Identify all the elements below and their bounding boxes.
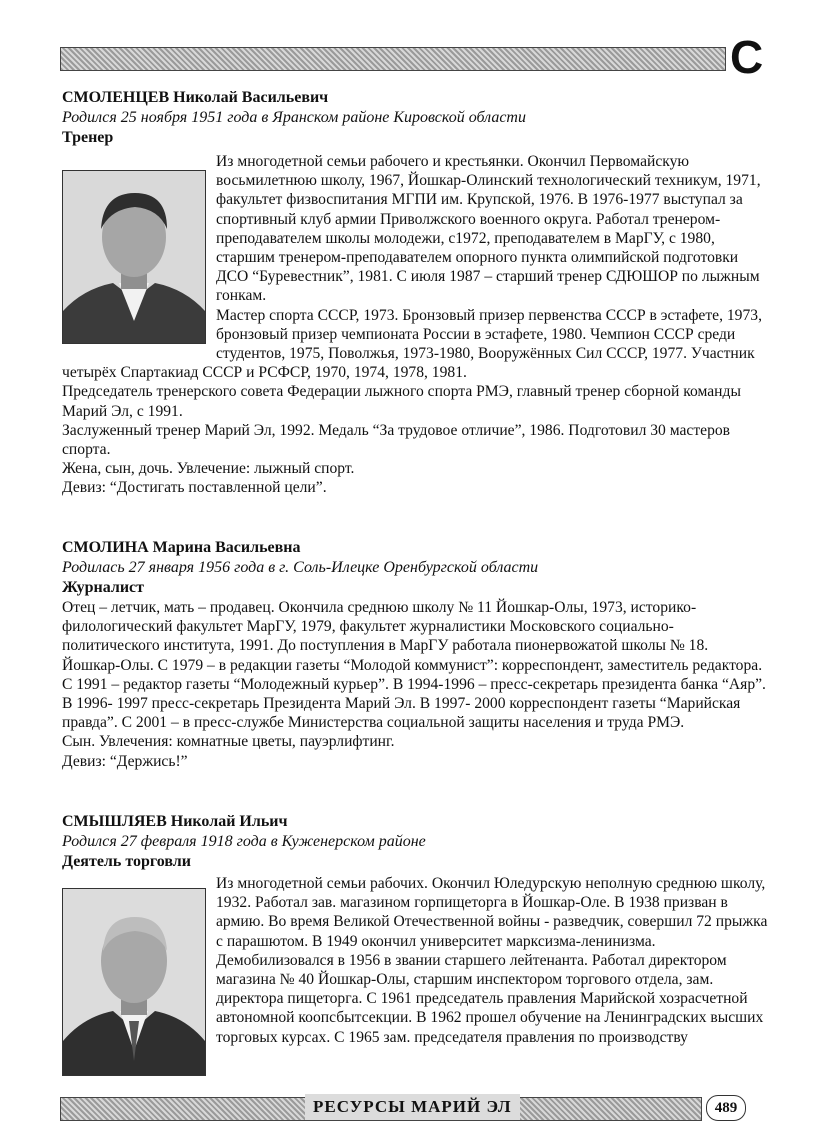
portrait-man-icon — [63, 171, 205, 343]
entry-birth: Родился 25 ноября 1951 года в Яранском районе Кировской области — [62, 109, 526, 126]
entry-paragraph: Из многодетной семьи рабочего и крестьянки. Окончил Первомайскую восьмилетнюю школу, 1967, Йошкар-Олинский технологический техникум, 1971, факультет физвоспитания МГПИ им. Крупской, 1976. В 1976-1977 выступал за спортивный клуб армии Приволжского военного округа. Работал тренером-преподавателем школы молодежи, с1972, преподавателем в МарГУ, с 1980, старшим тренером-преподавателем опорного пункта олимпийской подготовки ДСО “Буревестник”, 1981. С июля 1987 – старший тренер СДЮШОР по лыжным гонкам. — [216, 153, 761, 305]
footer-title: РЕСУРСЫ МАРИЙ ЭЛ — [305, 1094, 520, 1120]
entry-smolentsev — [62, 88, 768, 498]
entry-role: Деятель торговли — [62, 853, 191, 870]
entry-paragraph: Мастер спорта СССР, 1973. Бронзовый призер первенства СССР в эстафете, 1973, бронзовый призер чемпионата России в эстафете, 1980. Чемпион СССР среди студентов, 1975, Поволжья, 1973-1980, Вооружённых Сил СССР, 1977. Участник четырёх Спартакиад СССР и РСФСР, 1970, 1974, 1978, 1981. — [62, 306, 762, 382]
portrait-photo — [62, 888, 206, 1076]
entry-paragraph: Девиз: “Держись!” — [62, 752, 188, 770]
entry-name: СМОЛЕНЦЕВ Николай Васильевич — [62, 89, 329, 106]
entry-name: СМЫШЛЯЕВ Николай Ильич — [62, 813, 288, 830]
entry-paragraph: Заслуженный тренер Марий Эл, 1992. Медаль “За трудовое отличие”, 1986. Подготовил 30 мастеров спорта. — [62, 421, 731, 459]
page-number: 489 — [706, 1095, 746, 1121]
entry-paragraph: Девиз: “Достигать поставленной цели”. — [62, 479, 327, 497]
entry-role: Тренер — [62, 129, 114, 146]
entry-birth: Родился 27 февраля 1918 года в Куженерском районе — [62, 833, 426, 850]
entry-smolina — [62, 538, 768, 771]
portrait-man-icon — [63, 889, 205, 1075]
entry-paragraph: Из многодетной семьи рабочих. Окончил Юледурскую неполную среднюю школу, 1932. Работал зав. магазином горпищеторга в Йошкар-Оле. В 1938 призван в армию. Во время Великой Отечественной войны - разведчик, совершил 72 прыжка с парашютом. В 1949 окончил университет марксизма-ленинизма. Демобилизовался в 1956 в звании старшего лейтенанта. Работал директором магазина № 40 Йошкар-Олы, старшим инспектором торгового отдела, зам. директора пищеторга. С 1961 председатель правления Марийской хозрасчетной автономной коопсбытсекции. В 1962 прошел обучение на Ленинградских высших торговых курсах. С 1965 зам. председателя правления по производству — [216, 875, 768, 1046]
section-letter: С — [730, 31, 764, 83]
entry-name: СМОЛИНА Марина Васильевна — [62, 539, 301, 556]
entry-role: Журналист — [62, 579, 145, 596]
entry-birth: Родилась 27 января 1956 года в г. Соль-Илецке Оренбургской области — [62, 559, 539, 576]
entry-smyshlyaev — [62, 812, 768, 1078]
portrait-photo — [62, 170, 206, 344]
header-decorative-bar — [60, 47, 726, 71]
entry-paragraph: Председатель тренерского совета Федерации лыжного спорта РМЭ, главный тренер сборной команды Марий Эл, с 1991. — [62, 383, 741, 420]
entry-paragraph: Жена, сын, дочь. Увлечение: лыжный спорт. — [62, 460, 355, 478]
entry-paragraph: Сын. Увлечения: комнатные цветы, пауэрлифтинг. — [62, 733, 395, 751]
entry-paragraph: Отец – летчик, мать – продавец. Окончила среднюю школу № 11 Йошкар-Олы, 1973, историко-филологический факультет МарГУ, 1979, факультет журналистики Московского социально-политического института, 1991. До поступления в МарГУ работала пионервожатой школы № 18. Йошкар-Олы. С 1979 – в редакции газеты “Молодой коммунист”: корреспондент, заместитель редактора. С 1991 – редактор газеты “Молодежный курьер”. В 1994-1996 – пресс-секретарь президента банка “Аяр”. В 1996- 1997 пресс-секретарь Президента Марий Эл. В 1997- 2000 корреспондент газеты “Марийская правда”. С 2001 – в пресс-службе Министерства социальной защиты населения и труда РМЭ. — [62, 599, 766, 732]
